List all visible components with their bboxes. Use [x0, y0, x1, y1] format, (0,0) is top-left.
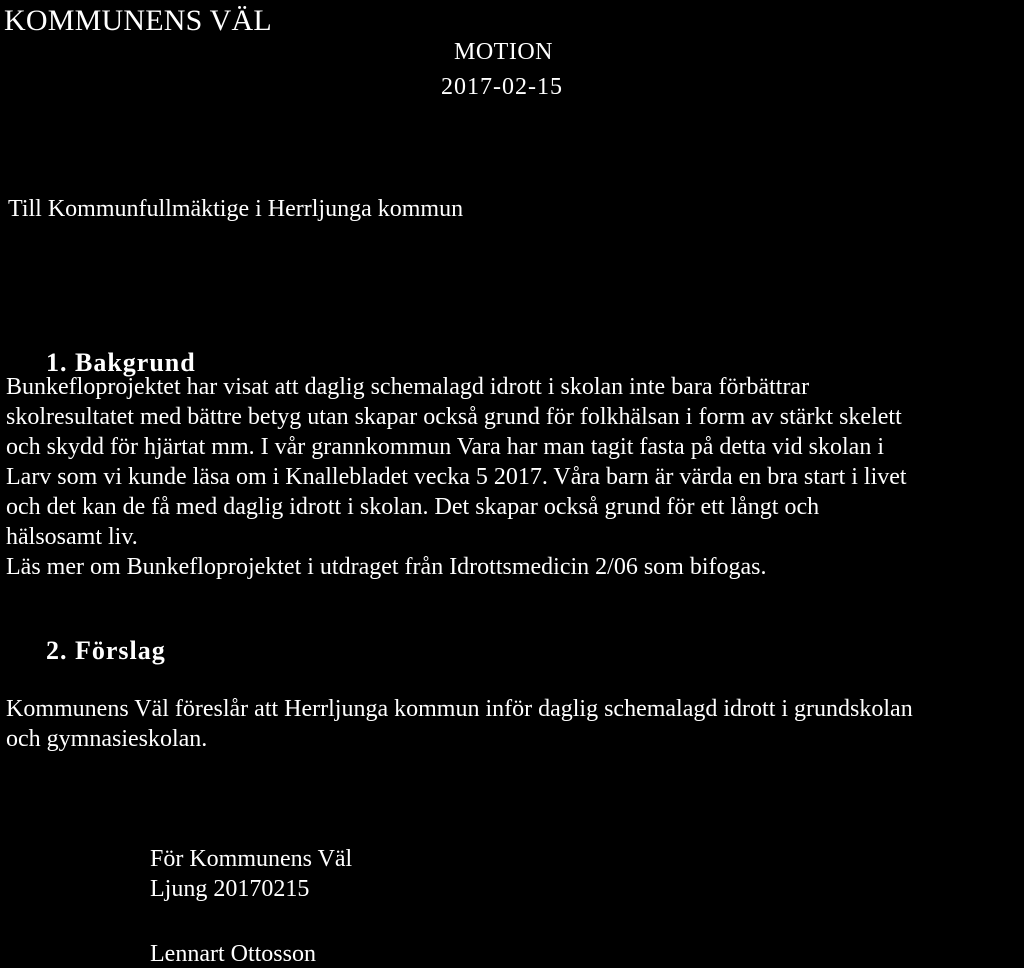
document-date: 2017-02-15: [441, 74, 563, 100]
section-heading-proposal: 2. Förslag: [46, 636, 166, 665]
paragraph-line: och det kan de få med daglig idrott i skolan. Det skapar också grund för ett långt och: [6, 494, 820, 520]
section-body-background: [6, 372, 907, 582]
paragraph-line: Läs mer om Bunkefloprojektet i utdraget från Idrottsmedicin 2/06 som bifogas.: [6, 554, 767, 580]
paragraph-line: Larv som vi kunde läsa om i Knallebladet vecka 5 2017. Våra barn är värda en bra start i livet: [6, 464, 907, 490]
section-body-proposal: [6, 694, 913, 754]
signatory-name: Lennart Ottosson: [150, 941, 316, 967]
paragraph-line: hälsosamt liv.: [6, 524, 138, 550]
paragraph-line: och gymnasieskolan.: [6, 726, 208, 752]
closing-place-date: Ljung 20170215: [150, 876, 310, 902]
section-heading-background: 1. Bakgrund: [46, 348, 196, 377]
recipient-line: Till Kommunfullmäktige i Herrljunga kommun: [8, 196, 464, 222]
organization-name: KOMMUNENS VÄL: [4, 4, 272, 37]
paragraph-line: skolresultatet med bättre betyg utan skapar också grund för folkhälsan i form av stärkt skelett: [6, 404, 902, 430]
closing-block: [150, 844, 352, 904]
closing-on-behalf: För Kommunens Väl: [150, 846, 353, 872]
document-type: MOTION: [454, 39, 553, 65]
paragraph-line: Kommunens Väl föreslår att Herrljunga kommun inför daglig schemalagd idrott i grundskolan: [6, 696, 913, 722]
paragraph-line: och skydd för hjärtat mm. I vår grannkommun Vara har man tagit fasta på detta vid skolan i: [6, 434, 884, 460]
paragraph-line: Bunkefloprojektet har visat att daglig schemalagd idrott i skolan inte bara förbättrar: [6, 374, 810, 400]
